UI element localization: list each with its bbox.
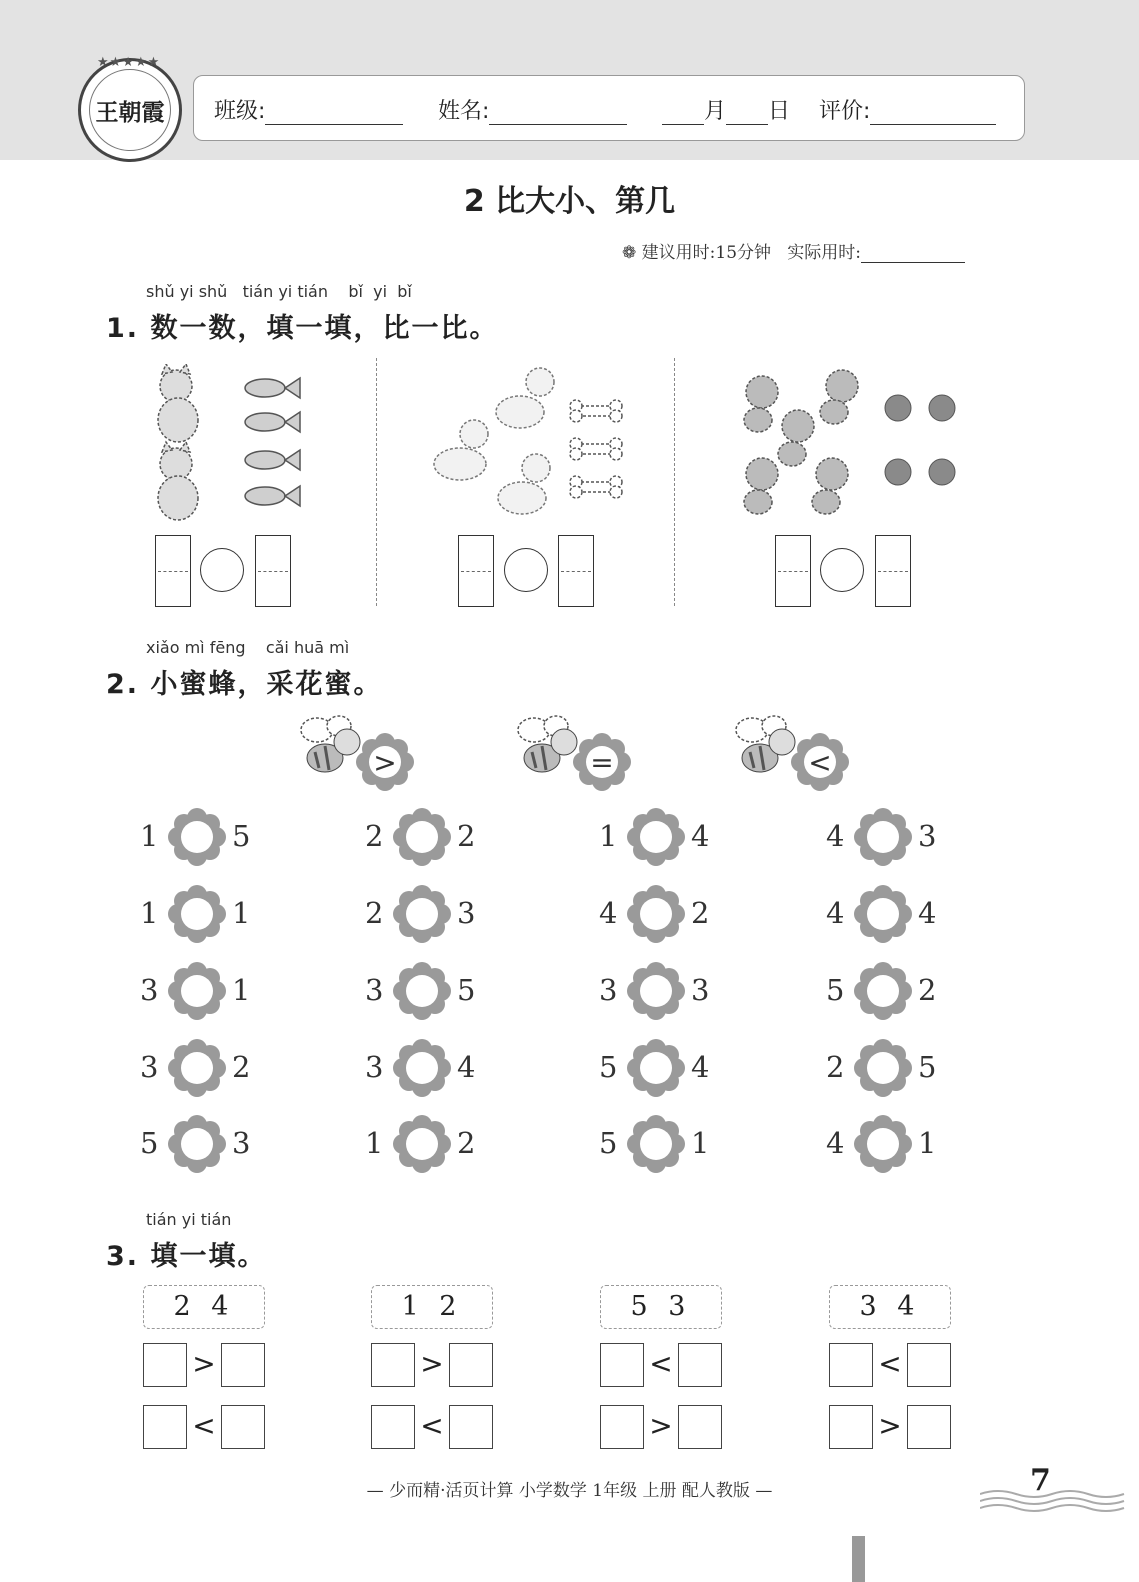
compare-flower[interactable] <box>169 886 225 942</box>
cat-icon <box>158 442 198 520</box>
right-number: 1 <box>918 1126 937 1160</box>
number-pair: 2 4 <box>143 1285 265 1329</box>
flower-center <box>640 1052 672 1084</box>
answer-box[interactable] <box>907 1343 951 1387</box>
right-number: 3 <box>918 819 937 853</box>
actual-time-input[interactable] <box>861 246 965 263</box>
left-number: 5 <box>599 1126 618 1160</box>
compare-circle[interactable] <box>820 548 864 592</box>
left-number: 4 <box>826 819 845 853</box>
student-info-box <box>193 75 1025 141</box>
monkey-icon <box>820 370 858 424</box>
compare-flower[interactable] <box>394 1116 450 1172</box>
divider <box>376 358 377 606</box>
left-number: 1 <box>140 819 159 853</box>
answer-box[interactable] <box>907 1405 951 1449</box>
peach-icon <box>929 395 955 421</box>
bee-sign-flower[interactable] <box>357 734 413 790</box>
left-number: 5 <box>140 1126 159 1160</box>
answer-box[interactable] <box>600 1343 644 1387</box>
left-number: 4 <box>599 896 618 930</box>
compare-flower[interactable] <box>394 1040 450 1096</box>
compare-flower[interactable] <box>394 886 450 942</box>
comparison-sign: > <box>192 1347 216 1380</box>
dog-icon <box>498 454 550 514</box>
compare-flower[interactable] <box>169 963 225 1019</box>
divider <box>674 358 675 606</box>
logo-text: 王朝霞 <box>95 98 165 126</box>
compare-flower[interactable] <box>855 886 911 942</box>
flower-center <box>181 1052 213 1084</box>
name-field[interactable] <box>438 94 627 125</box>
flower-center <box>406 898 438 930</box>
left-number: 2 <box>365 896 384 930</box>
answer-box[interactable] <box>678 1405 722 1449</box>
eval-label: 评价: <box>819 99 871 124</box>
bee-sign-flower[interactable] <box>574 734 630 790</box>
comparison-sign: < <box>878 1347 902 1380</box>
date-field[interactable] <box>662 94 790 125</box>
flower-center <box>181 821 213 853</box>
flower-center <box>640 1128 672 1160</box>
class-field[interactable] <box>214 94 403 125</box>
compare-flower[interactable] <box>855 1040 911 1096</box>
bone-icon <box>570 400 622 422</box>
flower-center <box>867 975 899 1007</box>
number-pair: 5 3 <box>600 1285 722 1329</box>
comparison-sign: > <box>420 1347 444 1380</box>
flower-center <box>640 821 672 853</box>
number-pair: 3 4 <box>829 1285 951 1329</box>
right-number: 2 <box>457 819 476 853</box>
answer-box[interactable] <box>143 1343 187 1387</box>
peach-icon <box>885 459 911 485</box>
right-number: 3 <box>457 896 476 930</box>
compare-flower[interactable] <box>394 963 450 1019</box>
flower-center: < <box>804 746 836 778</box>
answer-box[interactable] <box>371 1343 415 1387</box>
name-label: 姓名: <box>438 99 490 124</box>
compare-flower[interactable] <box>628 809 684 865</box>
left-number: 1 <box>599 819 618 853</box>
compare-flower[interactable] <box>169 809 225 865</box>
clock-icon: ❁ <box>622 243 637 263</box>
bone-icon <box>570 476 622 498</box>
compare-flower[interactable] <box>628 963 684 1019</box>
flower-center <box>181 1128 213 1160</box>
footer-text: — 少而精·活页计算 小学数学 1年级 上册 配人教版 — <box>366 1481 773 1501</box>
compare-circle[interactable] <box>504 548 548 592</box>
answer-box[interactable] <box>829 1405 873 1449</box>
wave-decoration <box>980 1486 1130 1516</box>
answer-box[interactable] <box>678 1343 722 1387</box>
right-number: 5 <box>232 819 251 853</box>
right-number: 5 <box>918 1050 937 1084</box>
flower-center <box>640 975 672 1007</box>
answer-box[interactable] <box>449 1405 493 1449</box>
monkeys-and-peaches-picture <box>722 364 972 524</box>
right-number: 4 <box>691 1050 710 1084</box>
right-number: 2 <box>691 896 710 930</box>
q2-pinyin: xiǎo mì fēng cǎi huā mì <box>146 638 350 657</box>
flower-center <box>406 1052 438 1084</box>
monkey-icon <box>778 410 814 466</box>
compare-flower[interactable] <box>628 1116 684 1172</box>
dog-icon <box>434 420 488 480</box>
left-number: 3 <box>140 1050 159 1084</box>
answer-box[interactable] <box>371 1405 415 1449</box>
left-number: 3 <box>365 1050 384 1084</box>
answer-box[interactable] <box>449 1343 493 1387</box>
answer-box[interactable] <box>875 535 911 607</box>
compare-flower[interactable] <box>628 1040 684 1096</box>
left-number: 3 <box>140 973 159 1007</box>
answer-box[interactable] <box>600 1405 644 1449</box>
left-number: 3 <box>599 973 618 1007</box>
bone-icon <box>570 438 622 460</box>
right-number: 4 <box>457 1050 476 1084</box>
class-label: 班级: <box>214 99 266 124</box>
q3-pinyin: tián yi tián <box>146 1210 232 1229</box>
compare-flower[interactable] <box>855 963 911 1019</box>
page-title: 2 比大小、第几 <box>463 184 676 219</box>
number-pair: 1 2 <box>371 1285 493 1329</box>
flower-center <box>867 1052 899 1084</box>
answer-box[interactable] <box>155 535 191 607</box>
page-edge-bar <box>852 1536 865 1582</box>
left-number: 2 <box>365 819 384 853</box>
compare-flower[interactable] <box>169 1040 225 1096</box>
compare-flower[interactable] <box>855 809 911 865</box>
evaluation-field[interactable] <box>819 94 996 125</box>
bee-sign-flower[interactable] <box>792 734 848 790</box>
right-number: 2 <box>232 1050 251 1084</box>
answer-box[interactable] <box>829 1343 873 1387</box>
answer-box[interactable] <box>221 1343 265 1387</box>
comparison-sign: > <box>649 1409 673 1442</box>
suggested-time: 建议用时:15分钟 <box>641 243 772 263</box>
answer-box[interactable] <box>775 535 811 607</box>
left-number: 2 <box>826 1050 845 1084</box>
fish-icon <box>245 412 300 432</box>
flower-center: = <box>586 746 618 778</box>
fish-icon <box>245 378 300 398</box>
compare-flower[interactable] <box>628 886 684 942</box>
answer-box[interactable] <box>558 535 594 607</box>
q1-pinyin: shǔ yi shǔ tián yi tián bǐ yi bǐ <box>146 282 412 301</box>
flower-center <box>406 821 438 853</box>
right-number: 1 <box>232 973 251 1007</box>
flower-center <box>640 898 672 930</box>
answer-box[interactable] <box>458 535 494 607</box>
day-label: 日 <box>768 99 791 124</box>
brand-logo <box>78 55 182 162</box>
left-number: 5 <box>826 973 845 1007</box>
dogs-and-bones-picture <box>430 364 630 524</box>
month-label: 月 <box>704 99 727 124</box>
compare-flower[interactable] <box>169 1116 225 1172</box>
right-number: 4 <box>918 896 937 930</box>
q3-title: 3. 填一填。 <box>106 1241 267 1272</box>
left-number: 1 <box>140 896 159 930</box>
comparison-sign: < <box>420 1409 444 1442</box>
flower-center <box>181 975 213 1007</box>
right-number: 1 <box>691 1126 710 1160</box>
q2-title: 2. 小蜜蜂，采花蜜。 <box>106 669 383 700</box>
left-number: 5 <box>599 1050 618 1084</box>
monkey-icon <box>744 458 778 514</box>
right-number: 1 <box>232 896 251 930</box>
right-number: 4 <box>691 819 710 853</box>
fish-icon <box>245 486 300 506</box>
actual-time-label: 实际用时: <box>787 243 861 263</box>
dog-icon <box>496 368 554 428</box>
right-number: 3 <box>232 1126 251 1160</box>
logo-stars: ★★★★★ <box>97 55 161 70</box>
peach-icon <box>885 395 911 421</box>
right-number: 2 <box>918 973 937 1007</box>
answer-box[interactable] <box>221 1405 265 1449</box>
flower-center: > <box>369 746 401 778</box>
monkey-icon <box>812 458 848 514</box>
comparison-sign: < <box>192 1409 216 1442</box>
monkey-icon <box>744 376 778 432</box>
cats-and-fish-picture <box>140 364 320 524</box>
flower-center <box>406 975 438 1007</box>
flower-center <box>406 1128 438 1160</box>
fish-icon <box>245 450 300 470</box>
flower-center <box>867 821 899 853</box>
right-number: 2 <box>457 1126 476 1160</box>
left-number: 4 <box>826 896 845 930</box>
compare-circle[interactable] <box>200 548 244 592</box>
answer-box[interactable] <box>143 1405 187 1449</box>
flower-center <box>867 898 899 930</box>
flower-center <box>181 898 213 930</box>
q1-title: 1. 数一数，填一填，比一比。 <box>106 313 499 344</box>
answer-box[interactable] <box>255 535 291 607</box>
cat-icon <box>158 364 198 442</box>
left-number: 4 <box>826 1126 845 1160</box>
compare-flower[interactable] <box>855 1116 911 1172</box>
page-number: 7 <box>1030 1463 1051 1498</box>
peach-icon <box>929 459 955 485</box>
right-number: 5 <box>457 973 476 1007</box>
comparison-sign: > <box>878 1409 902 1442</box>
flower-center <box>867 1128 899 1160</box>
right-number: 3 <box>691 973 710 1007</box>
compare-flower[interactable] <box>394 809 450 865</box>
left-number: 1 <box>365 1126 384 1160</box>
comparison-sign: < <box>649 1347 673 1380</box>
left-number: 3 <box>365 973 384 1007</box>
time-info <box>622 238 965 263</box>
